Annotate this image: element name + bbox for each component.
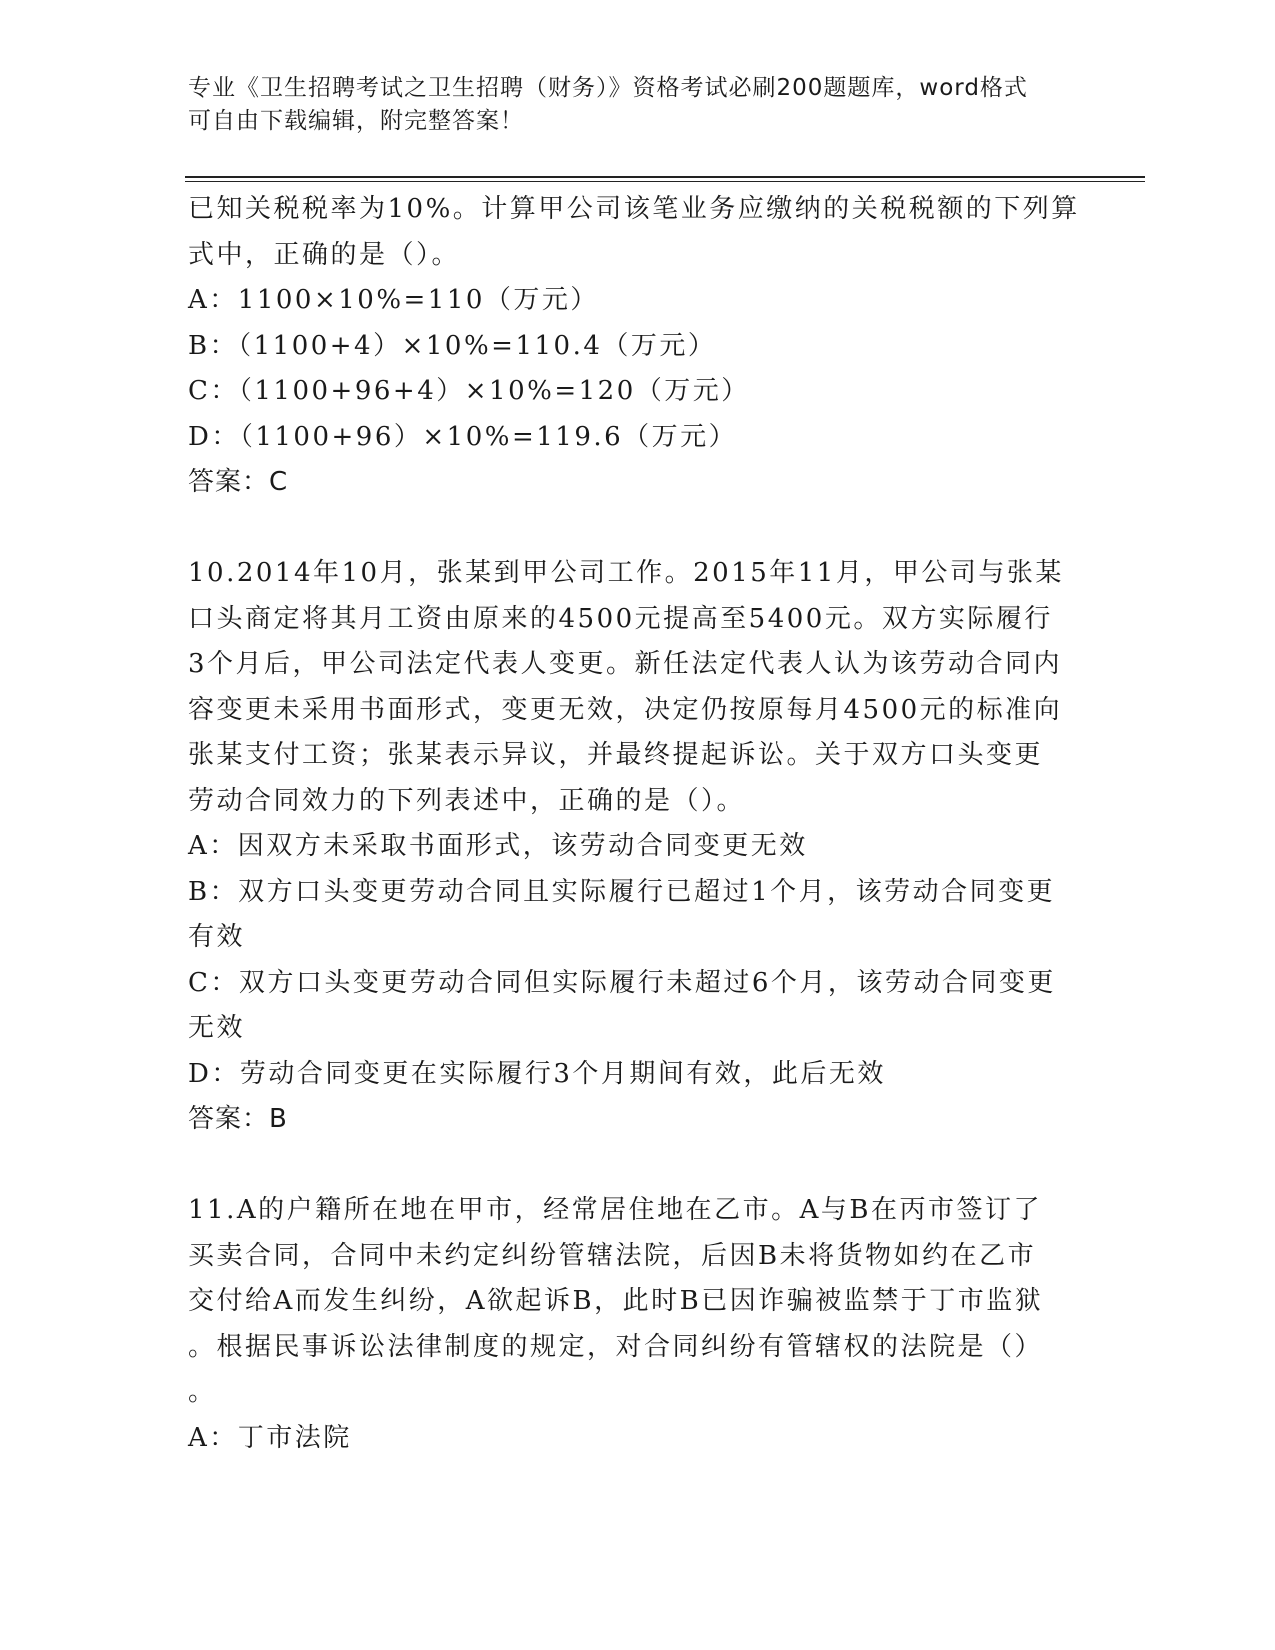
question-stem-line: 买卖合同，合同中未约定纠纷管辖法院，后因B未将货物如约在乙市 [188, 1240, 1037, 1271]
header-line-1: 专业《卫生招聘考试之卫生招聘（财务）》资格考试必刷200题题库，word格式 [188, 75, 1028, 101]
question-stem-line: 。 [188, 1377, 217, 1407]
question-11 [188, 1188, 1088, 1461]
question-stem-line: 。根据民事诉讼法律制度的规定，对合同纠纷有管辖权的法院是（） [188, 1331, 1044, 1362]
option-b: B：（1100+4）×10%=110.4（万元） [188, 330, 717, 361]
question-stem-line: 10.2014年10月，张某到甲公司工作。2015年11月，甲公司与张某 [188, 558, 1064, 588]
question-stem-line: 式中，正确的是（）。 [188, 239, 461, 270]
question-stem-line: 容变更未采用书面形式，变更无效，决定仍按原每月4500元的标准向 [188, 694, 1063, 725]
question-stem-line: 11.A的户籍所在地在甲市，经常居住地在乙市。A与B在丙市签订了 [188, 1195, 1043, 1225]
answer-label: 答案：C [188, 467, 289, 497]
option-b: B：双方口头变更劳动合同且实际履行已超过1个月，该劳动合同变更 [188, 876, 1056, 907]
question-10 [188, 551, 1088, 1143]
option-c-continued: 无效 [188, 1013, 246, 1043]
answer-label: 答案：B [188, 1104, 288, 1134]
option-b-continued: 有效 [188, 922, 246, 952]
option-c: C：双方口头变更劳动合同但实际履行未超过6个月，该劳动合同变更 [188, 967, 1056, 998]
question-stem-line: 劳动合同效力的下列表述中，正确的是（）。 [188, 785, 746, 816]
page-header [188, 72, 1088, 138]
question-stem-line: 已知关税税率为10%。计算甲公司该笔业务应缴纳的关税税额的下列算 [188, 194, 1080, 224]
header-line-2: 可自由下载编辑，附完整答案！ [188, 108, 524, 134]
document-body [188, 187, 1088, 1461]
option-a: A：1100×10%=110（万元） [188, 285, 599, 315]
option-d: D：劳动合同变更在实际履行3个月期间有效，此后无效 [188, 1058, 886, 1089]
spacer [188, 506, 1088, 552]
question-stem-line: 交付给A而发生纠纷，A欲起诉B，此时B已因诈骗被监禁于丁市监狱 [188, 1286, 1044, 1316]
question-9 [188, 187, 1088, 506]
question-stem-line: 口头商定将其月工资由原来的4500元提高至5400元。双方实际履行 [188, 603, 1053, 634]
header-divider [185, 176, 1145, 182]
spacer [188, 1143, 1088, 1189]
option-c: C：（1100+96+4）×10%=120（万元） [188, 376, 750, 406]
option-a: A：因双方未采取书面形式，该劳动合同变更无效 [188, 831, 808, 861]
question-stem-line: 3个月后，甲公司法定代表人变更。新任法定代表人认为该劳动合同内 [188, 649, 1063, 679]
option-d: D：（1100+96）×10%=119.6（万元） [188, 421, 738, 452]
question-stem-line: 张某支付工资；张某表示异议，并最终提起诉讼。关于双方口头变更 [188, 740, 1044, 770]
option-a: A：丁市法院 [188, 1422, 352, 1453]
